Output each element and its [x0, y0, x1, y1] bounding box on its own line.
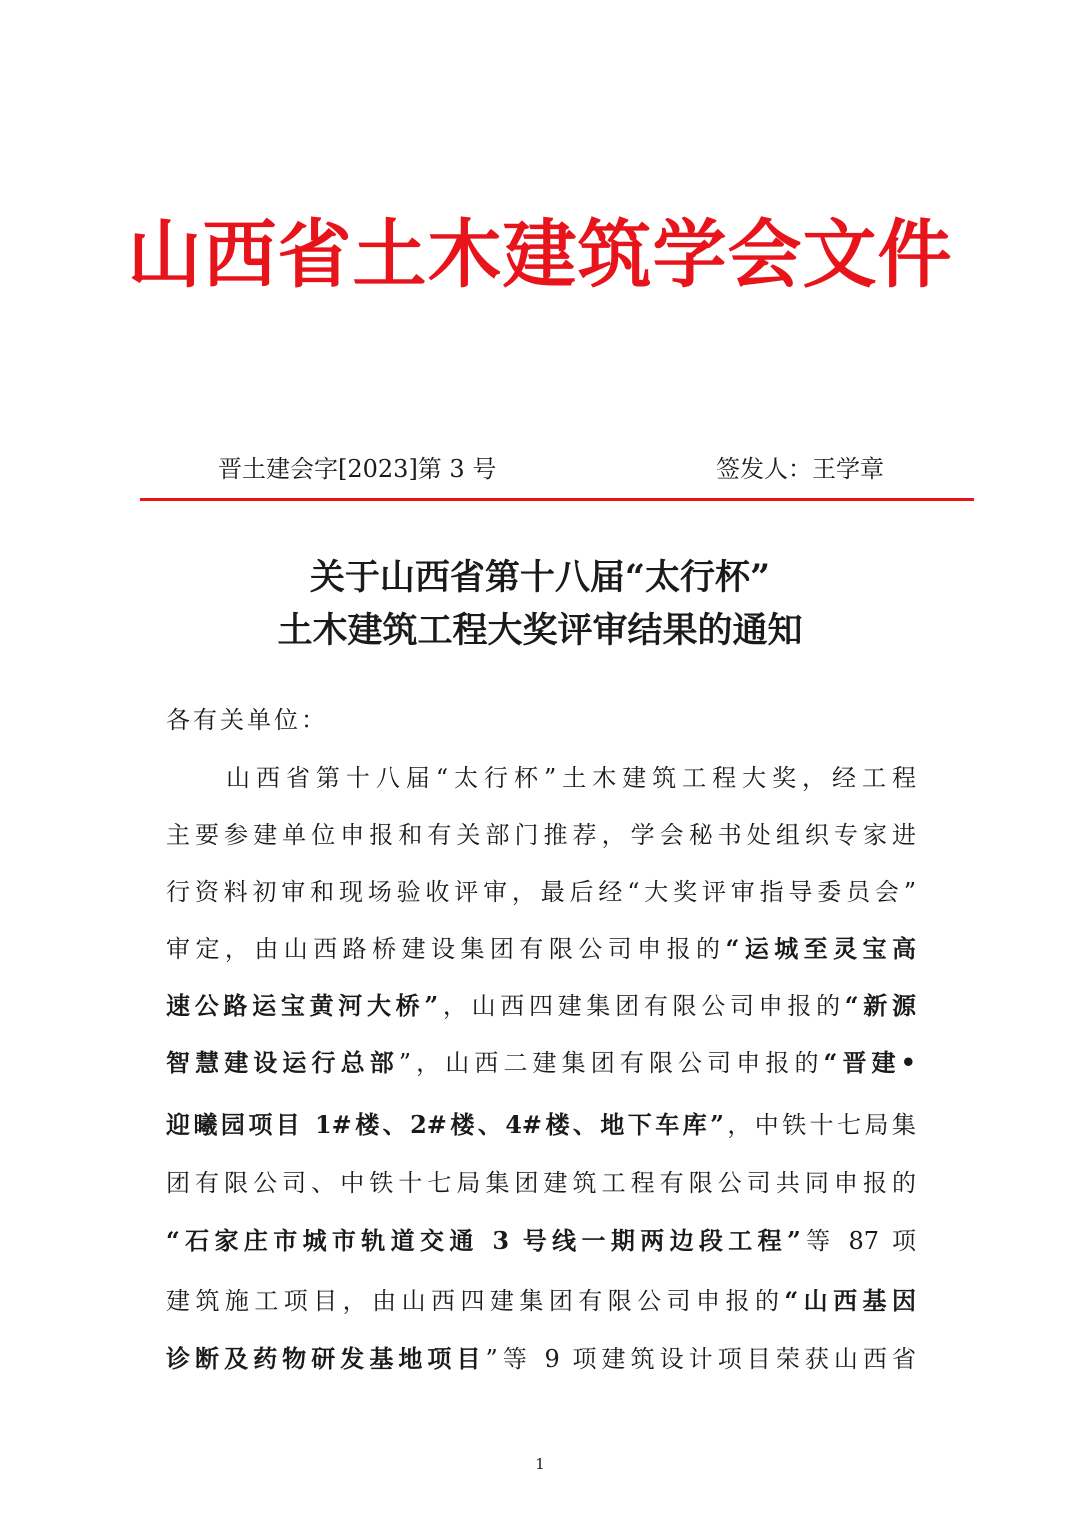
body-text: 山西省第十八届“太行杯”土木建筑工程大奖，经工程: [226, 764, 916, 792]
body-line-10: [166, 1283, 916, 1319]
body-text: 团有限公司、中铁十七局集团建筑工程有限公司共同申报的: [166, 1169, 916, 1197]
salutation: 各有关单位：: [166, 706, 328, 734]
body-text: 行资料初审和现场验收评审，最后经“大奖评审指导委员会”: [166, 878, 916, 906]
red-divider: [140, 498, 974, 501]
project-name: 迎曦园项目 1#楼、2#楼、4#楼、地下车库”: [166, 1110, 724, 1139]
project-name: 诊断及药物研发基地项目: [166, 1344, 486, 1373]
project-name: “运城至灵宝高: [725, 934, 916, 963]
document-number: 晋土建会字[2023]第 3 号: [218, 455, 497, 483]
body-line-1: [226, 760, 916, 796]
body-text: 审定，由山西路桥建设集团有限公司申报的: [166, 935, 726, 963]
project-name: “山西基因: [784, 1286, 916, 1315]
notice-title-line-1: 关于山西省第十八届“太行杯”: [309, 557, 771, 598]
body-text: ，中铁十七局集: [723, 1111, 916, 1139]
project-name: “石家庄市城市轨道交通 3 号线一期两边段工程”: [166, 1226, 801, 1255]
body-line-11: [166, 1341, 916, 1377]
masthead-title: 山西省土木建筑学会文件: [127, 212, 953, 298]
body-line-4: [166, 931, 916, 967]
notice-title-line-2: 土木建筑工程大奖评审结果的通知: [277, 610, 803, 651]
project-name: “晋建•: [823, 1048, 916, 1077]
page-number: 1: [535, 1455, 545, 1473]
signer: 签发人：王学章: [716, 455, 884, 483]
body-text: ，山西四建集团有限公司申报的: [438, 992, 845, 1020]
body-line-7: [166, 1107, 916, 1143]
project-name: 智慧建设运行总部: [166, 1048, 399, 1077]
body-text: ”，山西二建集团有限公司申报的: [398, 1049, 824, 1077]
body-text: ”等 9 项建筑设计项目荣获山西省: [485, 1345, 916, 1373]
project-name: “新源: [844, 991, 916, 1020]
body-text: 主要参建单位申报和有关部门推荐，学会秘书处组织专家进: [166, 821, 916, 849]
body-line-8: [166, 1165, 916, 1201]
body-line-9: [166, 1223, 916, 1259]
body-line-6: [166, 1045, 916, 1081]
body-text: 等 87 项: [800, 1227, 916, 1255]
body-line-3: [166, 874, 916, 910]
project-name: 速公路运宝黄河大桥”: [166, 991, 439, 1020]
body-line-2: [166, 817, 916, 853]
body-line-5: [166, 988, 916, 1024]
body-text: 建筑施工项目，由山西四建集团有限公司申报的: [166, 1287, 785, 1315]
